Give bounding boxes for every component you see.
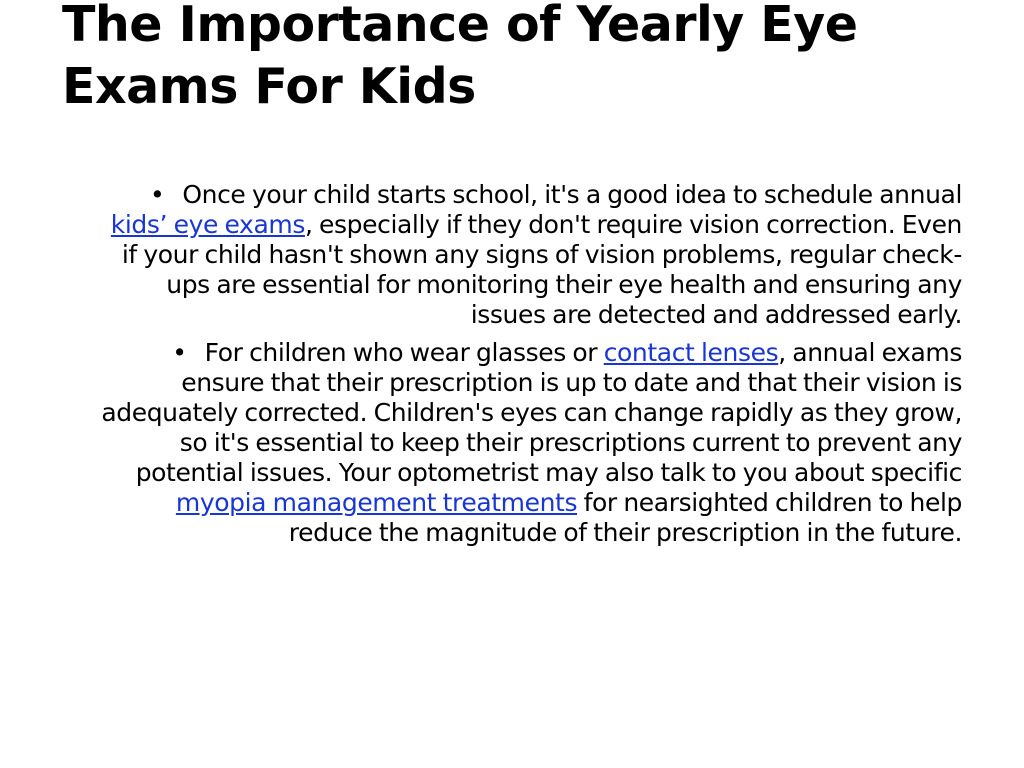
bullet-icon: • [172,338,187,367]
bullet-text: , especially if they don't require vision correction. Even if your child hasn't shown any signs of vision problems, regular check-ups are essential for monitoring their eye health and ensuring any issues are detected and addressed early. [121,210,962,329]
bullet-text: Once your child starts school, it's a good idea to schedule annual [182,180,962,209]
bullet-icon: • [149,180,165,209]
kids-eye-exams-link[interactable]: kids’ eye exams [110,210,305,239]
page-title: The Importance of Yearly Eye Exams For Kids [62,0,858,115]
list-item-school-exams [96,180,962,330]
contact-lenses-link[interactable]: contact lenses [603,338,779,367]
myopia-management-link[interactable]: myopia management treatments [175,488,578,517]
bullet-list [96,180,962,556]
list-item-glasses-contacts [96,338,962,548]
bullet-text: , annual exams ensure that their prescription is up to date and that their vision is adequately corrected. Children's eyes can change rapidly as they grow, so it's essential to keep their prescriptions current to prevent any potential issues. Your optometrist may also talk to you about specific [101,338,962,487]
bullet-text: for nearsighted children to help reduce the magnitude of their prescription in the future. [288,488,962,547]
bullet-text: For children who wear glasses or [204,338,604,367]
